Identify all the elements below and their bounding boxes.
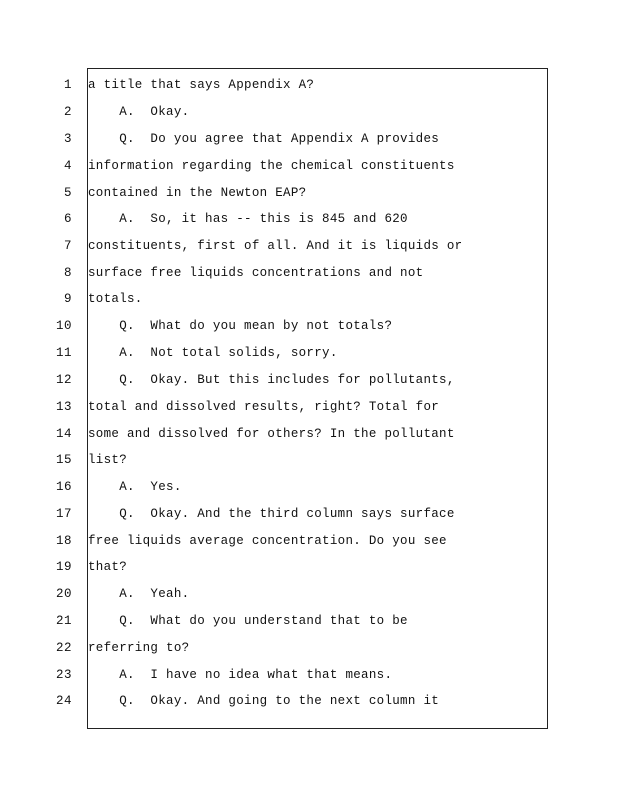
line-number: 9 (63, 292, 72, 306)
line-number: 4 (63, 159, 72, 173)
transcript-line (0, 263, 618, 283)
transcript-line (0, 611, 618, 631)
line-text: Q. Okay. And the third column says surface (88, 507, 455, 521)
line-number: 24 (55, 694, 72, 708)
line-number: 10 (55, 319, 72, 333)
transcript-line (0, 450, 618, 470)
transcript-line (0, 584, 618, 604)
line-text: A. I have no idea what that means. (88, 668, 393, 682)
transcript-line (0, 531, 618, 551)
line-number: 15 (55, 453, 72, 467)
transcript-line (0, 156, 618, 176)
transcript-line (0, 236, 618, 256)
line-number: 11 (55, 346, 72, 360)
line-text: referring to? (88, 641, 190, 655)
transcript-line (0, 477, 618, 497)
transcript-line (0, 665, 618, 685)
line-number: 17 (55, 507, 72, 521)
line-number: 5 (63, 186, 72, 200)
line-number: 12 (55, 373, 72, 387)
line-number: 3 (63, 132, 72, 146)
line-number: 6 (63, 212, 72, 226)
line-text: surface free liquids concentrations and not (88, 266, 424, 280)
line-text: information regarding the chemical constituents (88, 159, 455, 173)
transcript-line (0, 691, 618, 711)
transcript-line (0, 209, 618, 229)
line-number: 7 (63, 239, 72, 253)
line-number: 13 (55, 400, 72, 414)
line-number: 21 (55, 614, 72, 628)
line-text: Q. Okay. And going to the next column it (88, 694, 440, 708)
transcript-line (0, 75, 618, 95)
line-text: list? (88, 453, 128, 467)
line-text: that? (88, 560, 128, 574)
line-number: 23 (55, 668, 72, 682)
transcript-line (0, 343, 618, 363)
line-number: 2 (63, 105, 72, 119)
line-text: A. Not total solids, sorry. (88, 346, 338, 360)
transcript-line (0, 289, 618, 309)
line-number: 19 (55, 560, 72, 574)
line-text: Q. Okay. But this includes for pollutants, (88, 373, 455, 387)
line-number: 8 (63, 266, 72, 280)
line-text: A. So, it has -- this is 845 and 620 (88, 212, 408, 226)
line-text: some and dissolved for others? In the pollutant (88, 427, 455, 441)
line-text: a title that says Appendix A? (88, 78, 315, 92)
transcript-line (0, 557, 618, 577)
line-number: 14 (55, 427, 72, 441)
transcript-line (0, 183, 618, 203)
line-number: 22 (55, 641, 72, 655)
transcript-line (0, 638, 618, 658)
line-text: Q. Do you agree that Appendix A provides (88, 132, 440, 146)
line-text: Q. What do you mean by not totals? (88, 319, 393, 333)
line-text: total and dissolved results, right? Total for (88, 400, 440, 414)
line-number: 1 (63, 78, 72, 92)
transcript-line (0, 129, 618, 149)
transcript-line (0, 102, 618, 122)
transcript-line (0, 370, 618, 390)
line-text: totals. (88, 292, 143, 306)
line-text: free liquids average concentration. Do you see (88, 534, 447, 548)
transcript-line (0, 504, 618, 524)
transcript-line (0, 316, 618, 336)
line-number: 18 (55, 534, 72, 548)
line-number: 20 (55, 587, 72, 601)
transcript-line (0, 424, 618, 444)
line-text: A. Yeah. (88, 587, 190, 601)
transcript-line (0, 397, 618, 417)
line-text: A. Okay. (88, 105, 190, 119)
line-text: contained in the Newton EAP? (88, 186, 307, 200)
line-text: A. Yes. (88, 480, 182, 494)
line-number: 16 (55, 480, 72, 494)
line-text: constituents, first of all. And it is liquids or (88, 239, 463, 253)
line-text: Q. What do you understand that to be (88, 614, 408, 628)
